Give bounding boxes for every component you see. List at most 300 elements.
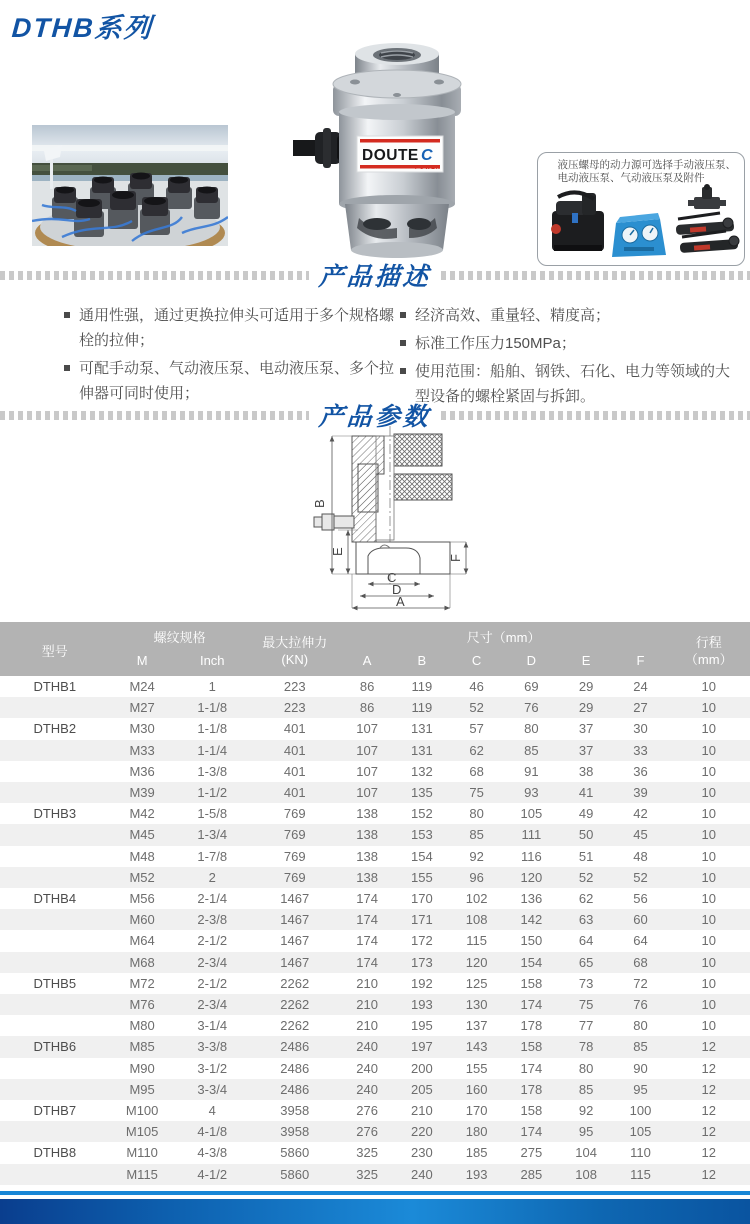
value-cell: 1-3/4 [197,827,228,843]
value-cell: 10 [701,997,716,1013]
value-cell: 155 [411,869,433,885]
value-cell: 3-1/4 [197,1018,228,1034]
value-cell: 100 [629,1103,652,1119]
value-cell: 178 [520,1081,543,1097]
value-cell: 138 [356,827,378,843]
value-cell: 132 [411,763,433,779]
value-cell: M27 [129,700,155,716]
description-list-left [64,303,396,409]
dim-label-a: A [396,594,405,609]
value-cell: M39 [129,785,155,801]
value-cell: 75 [469,785,484,801]
description-item: 经济高效、重量轻、精度高； [400,303,732,328]
value-cell: 138 [356,848,378,864]
table-row [0,888,750,909]
value-cell: 10 [701,848,716,864]
value-cell: 325 [356,1145,378,1161]
value-cell: 174 [520,997,543,1013]
value-cell: 76 [524,700,539,716]
footer-accent-line [0,1191,750,1195]
value-cell: 12 [701,1103,716,1119]
header-inch: Inch [175,649,250,676]
value-cell: 154 [411,848,433,864]
value-cell: M90 [129,1060,155,1076]
value-cell: M68 [129,954,155,970]
table-row [0,1079,750,1100]
value-cell: 85 [524,742,539,758]
value-cell: 102 [465,891,488,907]
value-cell: 5860 [280,1166,310,1182]
value-cell: M24 [129,679,155,694]
value-cell: 2-3/8 [197,912,228,928]
footer-bar [0,1199,750,1224]
value-cell: 240 [356,1039,378,1055]
air-pump-icon [612,213,666,257]
value-cell: 10 [701,806,716,822]
dim-label-d: D [392,582,402,597]
value-cell: 12 [701,1124,716,1140]
value-cell: 158 [520,1039,543,1055]
table-row [0,803,750,824]
value-cell: 85 [469,827,484,843]
value-cell: 12 [701,1060,716,1076]
value-cell: 119 [411,700,433,716]
value-cell: 174 [356,933,378,949]
dim-label-b: B [312,499,327,508]
header-dimensions: 尺寸（mm） [340,622,668,649]
pump-illustrations [542,183,742,266]
value-cell: 30 [633,721,648,737]
value-cell: 170 [465,1103,488,1119]
value-cell: 85 [578,1081,594,1097]
value-cell: 37 [578,721,594,737]
value-cell: 153 [411,827,433,843]
cross-section-diagram [272,424,507,620]
dim-label-f: F [448,554,463,562]
pumps-graphic [542,183,742,265]
model-cell [0,846,110,867]
header-max-force-line2: (KN) [281,652,309,667]
value-cell: 10 [701,891,716,907]
value-cell: 174 [356,954,378,970]
value-cell: 63 [578,912,594,928]
value-cell: 104 [575,1145,597,1161]
table-row [0,846,750,867]
value-cell: 1-5/8 [197,806,228,822]
table-row [0,697,750,718]
model-cell: DTHB8 [33,1145,77,1161]
table-row [0,740,750,761]
value-cell: 170 [411,891,433,907]
value-cell: 69 [524,679,539,694]
value-cell: 769 [283,827,306,843]
model-cell: DTHB2 [33,721,77,737]
value-cell: 125 [465,975,488,991]
value-cell: 119 [411,679,433,694]
header-model: 型号 [0,622,110,676]
table-row [0,1036,750,1057]
description-item: 使用范围：船舶、钢铁、石化、电力等领域的大型设备的螺栓紧固与拆卸。 [400,359,732,409]
value-cell: 78 [578,1039,594,1055]
pump-note-line2: 电动液压泵、气动液压泵及附件 [557,172,705,184]
value-cell: M42 [129,806,155,822]
description-item: 通用性强，通过更换拉伸头可适用于多个规格螺栓的拉伸； [64,303,396,353]
model-cell: DTHB3 [33,806,77,822]
value-cell: 4-3/8 [197,1145,228,1161]
value-cell: 325 [356,1166,378,1182]
value-cell: 62 [578,891,594,907]
model-cell: DTHB5 [33,975,77,991]
value-cell: 39 [633,785,648,801]
table-row [0,867,750,888]
value-cell: 2262 [280,997,310,1013]
value-cell: 10 [701,742,716,758]
dotted-divider [441,411,750,420]
brand-text-sub: POWER [415,165,441,171]
model-cell [0,930,110,951]
value-cell: 1-1/2 [197,785,228,801]
dim-label-c: C [387,570,397,585]
value-cell: 110 [630,1145,651,1161]
table-row [0,676,750,697]
value-cell: 2262 [280,975,310,991]
value-cell: 137 [465,1018,488,1034]
model-cell [0,782,110,803]
value-cell: 171 [411,912,433,928]
header-col-e: E [559,649,614,676]
value-cell: 56 [633,891,648,907]
brand-label [357,136,443,172]
value-cell: 41 [578,785,594,801]
value-cell: M36 [129,763,155,779]
page-title: DTHB系列 [10,13,154,43]
value-cell: 10 [701,700,716,716]
spec-table-header [0,622,750,676]
value-cell: 75 [578,997,594,1013]
value-cell: 1467 [280,933,310,949]
model-cell: DTHB6 [33,1039,77,1055]
value-cell: 160 [465,1081,488,1097]
model-cell [0,909,110,930]
value-cell: 138 [356,869,378,885]
value-cell: M60 [129,912,155,928]
application-photo-graphic [32,125,228,246]
value-cell: 276 [356,1103,378,1119]
value-cell: 1-3/8 [197,763,228,779]
value-cell: 120 [465,954,488,970]
value-cell: 2-1/2 [197,933,228,949]
value-cell: 155 [465,1060,488,1076]
value-cell: 12 [701,1081,716,1097]
value-cell: 42 [633,806,648,822]
value-cell: 10 [701,785,716,801]
table-row [0,973,750,994]
value-cell: 80 [524,721,539,737]
value-cell: 275 [520,1145,543,1161]
spec-table [0,622,750,1185]
value-cell: 150 [520,933,543,949]
value-cell: 240 [411,1166,433,1182]
value-cell: 401 [283,785,306,801]
value-cell: 130 [465,997,488,1013]
header-col-a: A [340,649,395,676]
value-cell: 73 [578,975,594,991]
dotted-divider [441,271,750,280]
value-cell: 401 [283,742,306,758]
value-cell: 5860 [280,1145,310,1161]
value-cell: 92 [469,848,484,864]
hand-pump-icon [676,213,739,253]
value-cell: 12 [701,1145,716,1161]
value-cell: 36 [633,763,648,779]
value-cell: 1467 [280,912,310,928]
value-cell: 111 [521,827,542,843]
value-cell: 276 [356,1124,378,1140]
value-cell: 205 [411,1081,433,1097]
value-cell: 138 [356,806,378,822]
value-cell: 52 [469,700,484,716]
value-cell: 240 [356,1060,378,1076]
value-cell: 50 [578,827,594,843]
value-cell: 86 [359,700,375,716]
value-cell: 86 [359,679,375,694]
value-cell: M33 [129,742,155,758]
value-cell: 193 [465,1166,488,1182]
value-cell: 48 [633,848,648,864]
value-cell: M105 [125,1124,159,1140]
description-item: 标准工作压力150MPa； [400,331,732,356]
value-cell: 200 [411,1060,433,1076]
value-cell: 107 [356,742,378,758]
value-cell: 107 [356,763,378,779]
value-cell: M76 [129,997,155,1013]
value-cell: 769 [283,848,306,864]
electric-pump-icon [551,192,604,251]
value-cell: 210 [356,975,378,991]
value-cell: 1467 [280,954,310,970]
table-row [0,1142,750,1163]
pump-note [558,159,737,185]
value-cell: 27 [633,700,648,716]
brand-text-accent: C [421,147,433,164]
model-cell [0,952,110,973]
value-cell: M45 [129,827,155,843]
description-list-right [400,303,732,412]
value-cell: 4-1/2 [197,1166,228,1182]
value-cell: 45 [633,827,648,843]
value-cell: 135 [411,785,433,801]
table-row [0,761,750,782]
value-cell: 10 [701,912,716,928]
value-cell: M80 [129,1018,155,1034]
value-cell: 143 [465,1039,488,1055]
model-cell: DTHB7 [33,1103,77,1119]
value-cell: 92 [578,1103,594,1119]
model-cell [0,994,110,1015]
value-cell: 223 [283,700,306,716]
model-cell [0,761,110,782]
value-cell: 158 [520,1103,543,1119]
value-cell: 10 [701,954,716,970]
value-cell: M110 [126,1145,158,1161]
value-cell: 60 [633,912,648,928]
description-section-header [0,258,750,292]
value-cell: 90 [633,1060,648,1076]
value-cell: 131 [411,721,433,737]
value-cell: 769 [283,806,306,822]
header-col-c: C [449,649,504,676]
value-cell: 107 [356,785,378,801]
value-cell: 38 [578,763,594,779]
value-cell: 2-1/4 [197,891,228,907]
value-cell: 131 [411,742,433,758]
product-image [293,42,501,266]
model-cell: DTHB4 [33,891,77,907]
header-thread-spec: 螺纹规格 [110,622,250,649]
dotted-divider [0,271,309,280]
value-cell: M115 [126,1166,158,1182]
model-cell [0,824,110,845]
value-cell: 178 [520,1018,543,1034]
value-cell: 10 [701,975,716,991]
value-cell: 3-3/8 [197,1039,228,1055]
technical-drawing [272,424,507,620]
value-cell: 10 [701,933,716,949]
value-cell: 180 [465,1124,488,1140]
value-cell: 115 [630,1166,651,1182]
value-cell: 46 [469,679,484,694]
spec-table-body [0,676,750,1185]
value-cell: M95 [129,1081,155,1097]
value-cell: 210 [356,1018,378,1034]
model-cell [0,1058,110,1079]
table-row [0,1058,750,1079]
value-cell: 115 [466,933,487,949]
brand-text-main: DOUTE [362,147,419,164]
value-cell: 2486 [280,1039,310,1055]
value-cell: 10 [701,869,716,885]
tensioner-graphic [293,42,501,266]
value-cell: 240 [356,1081,378,1097]
value-cell: 65 [578,954,594,970]
value-cell: 174 [520,1124,543,1140]
value-cell: 91 [524,763,539,779]
value-cell: 285 [520,1166,543,1182]
value-cell: 174 [356,912,378,928]
value-cell: 10 [701,721,716,737]
table-row [0,718,750,739]
value-cell: 62 [469,742,484,758]
value-cell: 401 [283,763,306,779]
header-col-b: B [395,649,450,676]
value-cell: 108 [465,912,488,928]
value-cell: 174 [356,891,378,907]
value-cell: M30 [129,721,155,737]
value-cell: 10 [701,763,716,779]
value-cell: 51 [578,848,594,864]
value-cell: 1-1/4 [197,742,228,758]
header-stroke-line1: 行程 [695,635,722,650]
model-cell [0,1015,110,1036]
grease-nipple-icon [314,514,354,530]
table-row [0,909,750,930]
value-cell: 158 [520,975,543,991]
value-cell: 1467 [280,891,310,907]
value-cell: 1 [208,679,216,694]
value-cell: 107 [356,721,378,737]
value-cell: 2 [208,869,216,885]
table-row [0,952,750,973]
value-cell: 173 [411,954,433,970]
value-cell: 24 [633,679,648,694]
value-cell: 93 [524,785,539,801]
value-cell: 1-1/8 [197,721,228,737]
value-cell: 2-1/2 [197,975,228,991]
value-cell: 52 [633,869,648,885]
model-cell [0,1164,110,1185]
table-row [0,1100,750,1121]
header-stroke-line2: （mm） [684,652,733,667]
value-cell: 3-3/4 [197,1081,228,1097]
value-cell: 68 [633,954,648,970]
value-cell: 172 [411,933,433,949]
value-cell: 52 [578,869,594,885]
header-max-force [250,622,340,676]
value-cell: 95 [578,1124,594,1140]
model-cell [0,740,110,761]
value-cell: 197 [411,1039,433,1055]
description-title: 产品描述 [317,263,432,291]
value-cell: 2486 [280,1060,310,1076]
value-cell: 195 [411,1018,433,1034]
table-row [0,782,750,803]
value-cell: 80 [633,1018,648,1034]
value-cell: 120 [520,869,543,885]
value-cell: 64 [578,933,594,949]
table-row [0,994,750,1015]
value-cell: M85 [129,1039,155,1055]
table-row [0,1121,750,1142]
value-cell: 2-3/4 [197,954,228,970]
header-stroke [668,622,750,676]
value-cell: 2262 [280,1018,310,1034]
table-row [0,1015,750,1036]
header-m: M [110,649,175,676]
value-cell: M56 [129,891,155,907]
value-cell: 185 [465,1145,488,1161]
value-cell: 57 [469,721,484,737]
application-photo [32,125,228,246]
table-row [0,824,750,845]
value-cell: 4-1/8 [197,1124,228,1140]
model-cell [0,697,110,718]
value-cell: 12 [701,1039,716,1055]
value-cell: 49 [578,806,594,822]
value-cell: 1-7/8 [197,848,228,864]
value-cell: 77 [578,1018,594,1034]
value-cell: 76 [633,997,648,1013]
value-cell: 68 [469,763,484,779]
value-cell: 29 [578,700,594,716]
value-cell: 2486 [280,1081,310,1097]
value-cell: 401 [283,721,306,737]
header-col-d: D [504,649,559,676]
value-cell: 33 [633,742,648,758]
value-cell: 193 [411,997,433,1013]
value-cell: 64 [633,933,648,949]
value-cell: 223 [283,679,306,694]
value-cell: 105 [520,806,543,822]
